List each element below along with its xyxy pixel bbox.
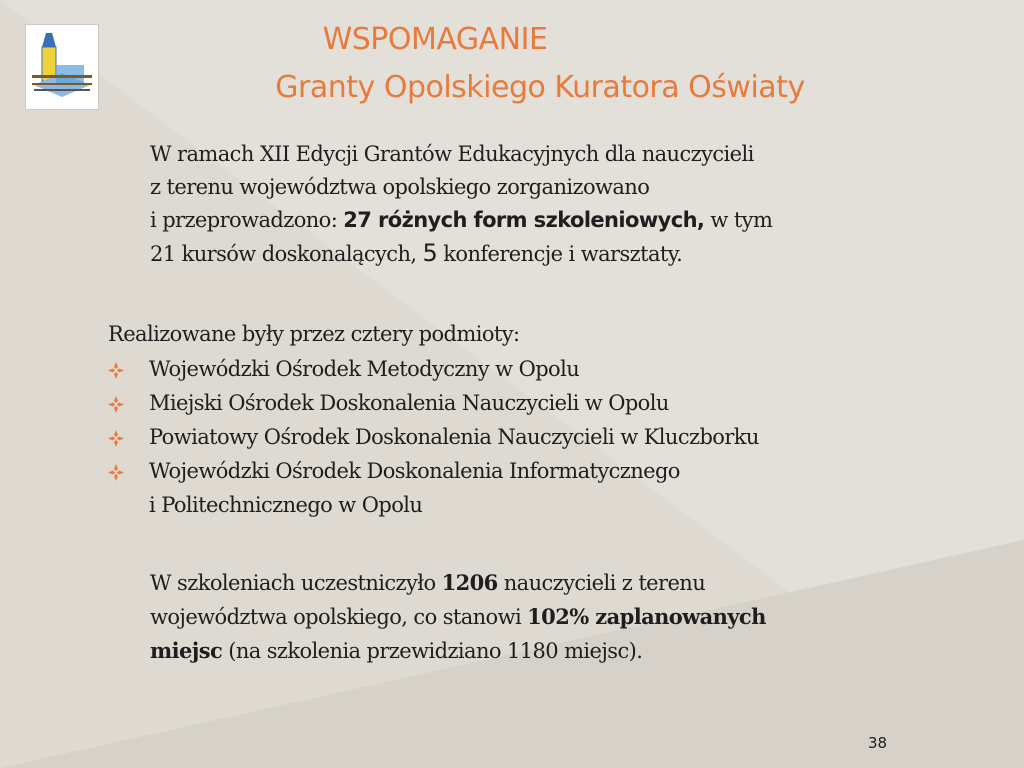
list-item [104, 420, 924, 454]
intro-paragraph [150, 138, 910, 271]
percentage-bold: 102% zaplanowanych [527, 604, 766, 629]
title-line-2: Granty Opolskiego Kuratora Oświaty [275, 70, 805, 105]
diamond-bullet-icon [107, 454, 125, 488]
education-logo-icon [26, 25, 98, 109]
list-item [104, 454, 924, 488]
entities-list [104, 352, 924, 522]
list-item [104, 386, 924, 420]
summary-line-1-tail: nauczycieli z terenu [497, 571, 706, 595]
entities-intro: Realizowane były przez cztery podmioty: [108, 322, 520, 346]
intro-line-4 [150, 237, 910, 271]
participants-count: 1206 [441, 570, 498, 595]
diamond-bullet-icon [107, 386, 125, 420]
forms-count-bold: 27 różnych form szkoleniowych, [343, 208, 705, 232]
summary-paragraph [150, 566, 930, 668]
list-item-continuation [104, 488, 924, 522]
title-line-1: WSPOMAGANIE [322, 22, 548, 57]
conference-count: 5 [422, 239, 438, 267]
summary-line-1-text: W szkoleniach uczestniczyło [150, 571, 442, 595]
diamond-bullet-icon [107, 420, 125, 454]
list-item [104, 352, 924, 386]
summary-line-3-tail: (na szkolenia przewidziano 1180 miejsc). [222, 639, 643, 663]
list-item-label: Powiatowy Ośrodek Doskonalenia Nauczycieli w Kluczborku [149, 425, 759, 449]
diamond-bullet-icon [107, 352, 125, 386]
intro-line-3-text: i przeprowadzono: [150, 208, 344, 232]
summary-line-1 [150, 566, 930, 600]
list-item-label: i Politechnicznego w Opolu [149, 493, 423, 517]
summary-line-2-text: województwa opolskiego, co stanowi [150, 605, 528, 629]
list-item-label: Wojewódzki Ośrodek Metodyczny w Opolu [149, 357, 580, 381]
list-item-label: Wojewódzki Ośrodek Doskonalenia Informatycznego [149, 459, 680, 483]
intro-line-4-tail: konferencje i warsztaty. [437, 242, 683, 266]
summary-line-3 [150, 634, 930, 668]
intro-line-1: W ramach XII Edycji Grantów Edukacyjnych dla nauczycieli [150, 142, 754, 166]
intro-line-4-text: 21 kursów doskonalących, [150, 242, 423, 266]
logo [25, 24, 99, 110]
intro-line-3 [150, 204, 910, 237]
intro-line-3-tail: w tym [704, 208, 773, 232]
places-bold: miejsc [150, 638, 223, 663]
page-number: 38 [868, 734, 888, 752]
intro-line-2: z terenu województwa opolskiego zorganizowano [150, 175, 650, 199]
list-item-label: Miejski Ośrodek Doskonalenia Nauczycieli w Opolu [149, 391, 669, 415]
summary-line-2 [150, 600, 930, 634]
